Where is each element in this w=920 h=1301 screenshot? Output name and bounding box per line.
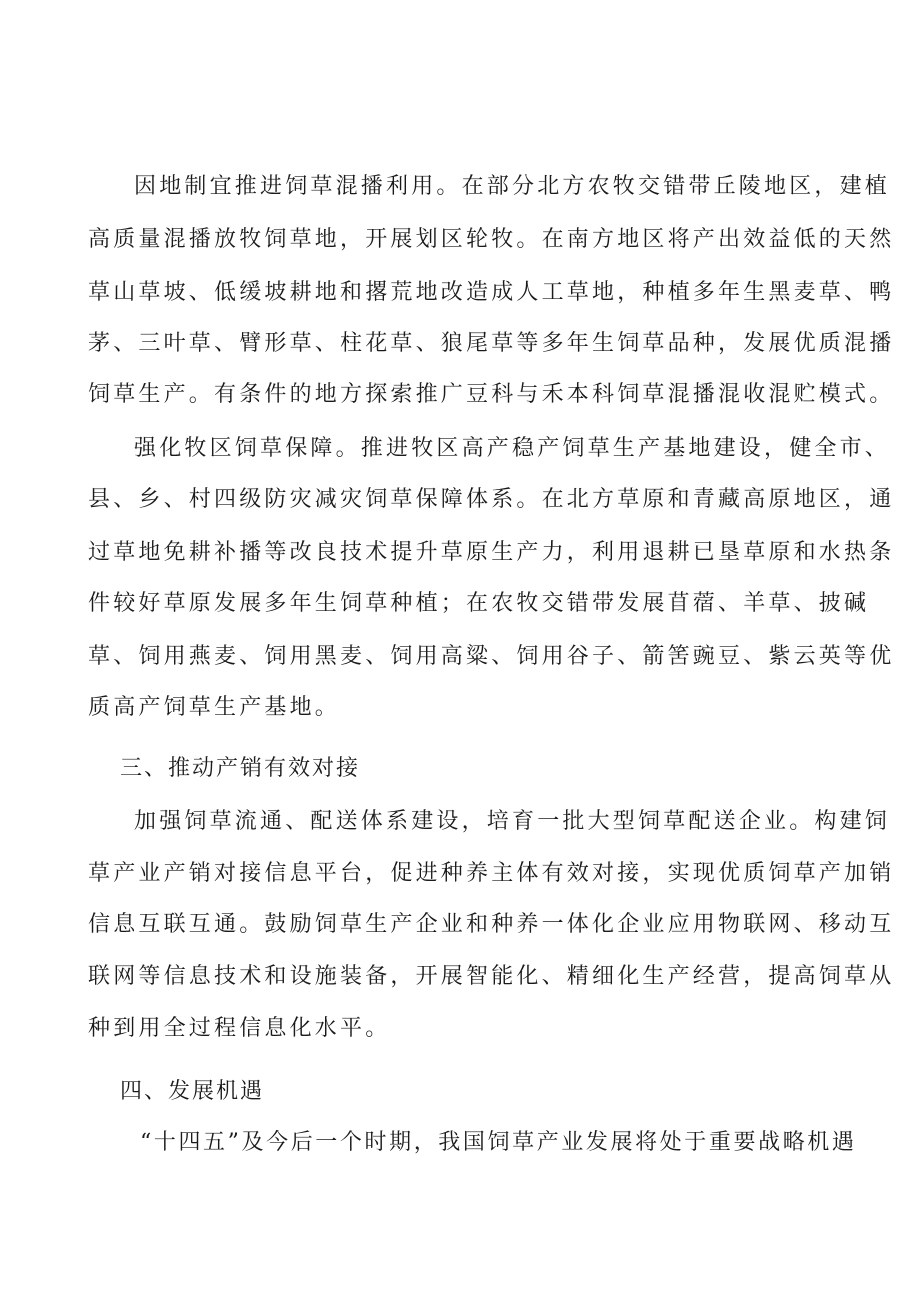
text-line: 草产业产销对接信息平台，促进种养主体有效对接，实现优质饲草产加销	[88, 861, 895, 886]
text-line: 种到用全过程信息化水平。	[88, 1016, 391, 1041]
text-line: “十四五”及今后一个时期，我国饲草产业发展将处于重要战略机遇	[140, 1130, 857, 1155]
text-line: 信息互联互通。鼓励饲草生产企业和种养一体化企业应用物联网、移动互	[88, 912, 895, 937]
text-line: 件较好草原发展多年生饲草种植；在农牧交错带发展苜蓿、羊草、披碱	[88, 591, 870, 616]
text-line: 因地制宜推进饲草混播利用。在部分北方农牧交错带丘陵地区，建植	[134, 174, 891, 199]
text-line: 高质量混播放牧饲草地，开展划区轮牧。在南方地区将产出效益低的天然	[88, 227, 895, 252]
section-heading: 四、发展机遇	[120, 1079, 265, 1104]
text-line: 饲草生产。有条件的地方探索推广豆科与禾本科饲草混播混收混贮模式。	[88, 382, 895, 407]
text-line: 草山草坡、低缓坡耕地和撂荒地改造成人工草地，种植多年生黑麦草、鸭	[88, 280, 895, 305]
text-line: 质高产饲草生产基地。	[88, 695, 341, 720]
text-line: 联网等信息技术和设施装备，开展智能化、精细化生产经营，提高饲草从	[88, 964, 895, 989]
text-line: 强化牧区饲草保障。推进牧区高产稳产饲草生产基地建设，健全市、	[134, 436, 891, 461]
text-line: 茅、三叶草、臂形草、柱花草、狼尾草等多年生饲草品种，发展优质混播	[88, 331, 895, 356]
section-heading: 三、推动产销有效对接	[120, 756, 361, 781]
text-line: 过草地免耕补播等改良技术提升草原生产力，利用退耕已垦草原和水热条	[88, 540, 895, 565]
text-line: 县、乡、村四级防灾减灾饲草保障体系。在北方草原和青藏高原地区，通	[88, 487, 895, 512]
text-line: 草、饲用燕麦、饲用黑麦、饲用高粱、饲用谷子、箭筈豌豆、紫云英等优	[88, 644, 895, 669]
text-line: 加强饲草流通、配送体系建设，培育一批大型饲草配送企业。构建饲	[134, 809, 891, 834]
